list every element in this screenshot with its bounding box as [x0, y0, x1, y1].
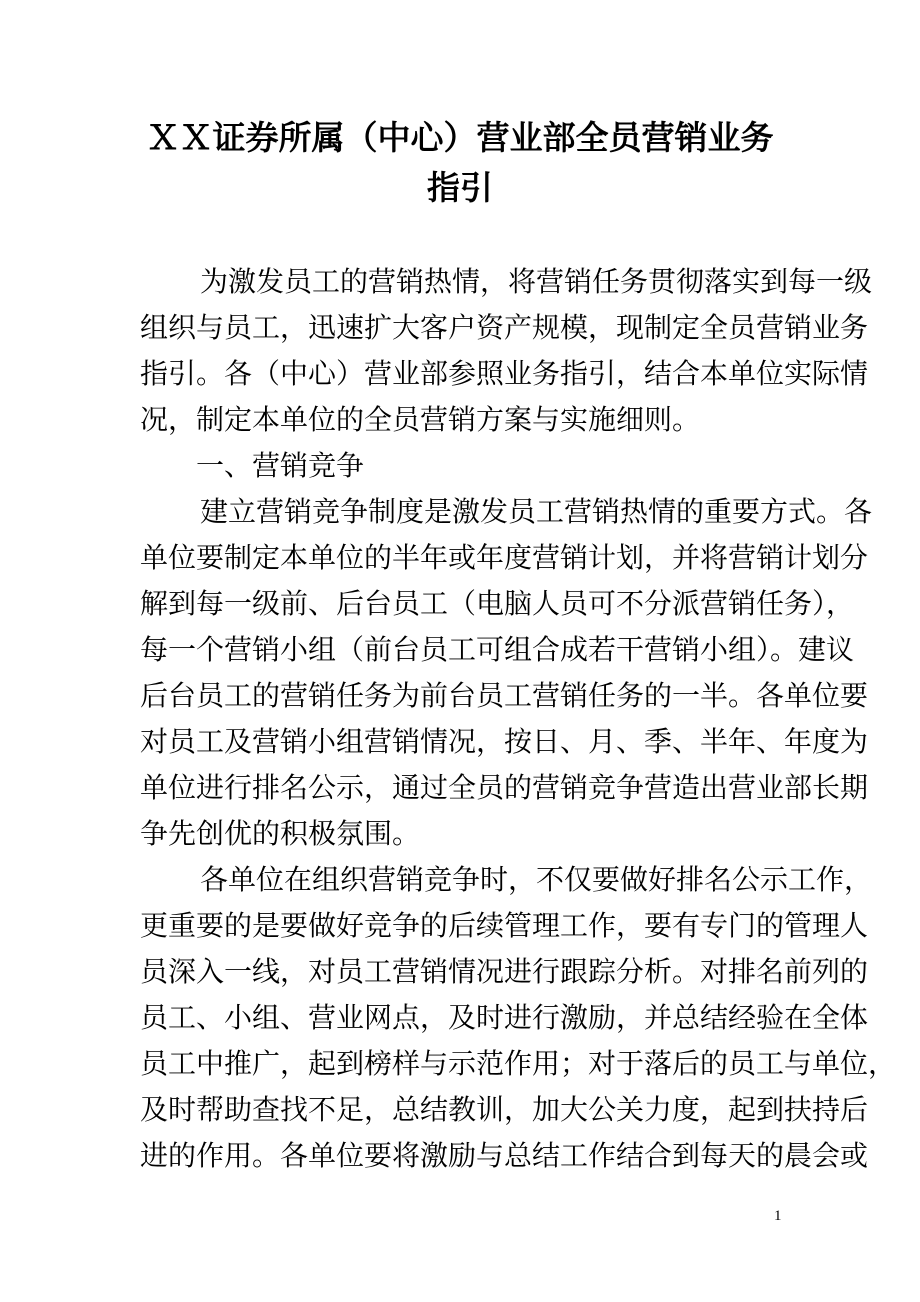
para1-line: 每一个营销小组（前台员工可组合成若干营销小组）。建议 [140, 633, 855, 666]
para1-line: 单位进行排名公示，通过全员的营销竞争营造出营业部长期 [140, 771, 869, 804]
para2-line: 员深入一线，对员工营销情况进行跟踪分析。对排名前列的 [140, 955, 869, 988]
intro-line: 为激发员工的营销热情，将营销任务贯彻落实到每一级 [200, 265, 873, 298]
document-title-line-1: ＸＸ证券所属（中心）营业部全员营销业务 [146, 118, 774, 157]
intro-line: 况，制定本单位的全员营销方案与实施细则。 [140, 403, 701, 436]
page-number: 1 [774, 1208, 782, 1224]
para2-line: 及时帮助查找不足，总结教训，加大公关力度，起到扶持后 [140, 1093, 869, 1126]
para2-line: 各单位在组织营销竞争时，不仅要做好排名公示工作， [200, 863, 873, 896]
intro-line: 指引。各（中心）营业部参照业务指引，结合本单位实际情 [140, 357, 869, 390]
para2-line: 员工、小组、营业网点，及时进行激励，并总结经验在全体 [140, 1001, 869, 1034]
section-heading: 一、营销竞争 [196, 449, 365, 482]
para1-line: 解到每一级前、后台员工（电脑人员可不分派营销任务）， [140, 587, 855, 620]
para1-line: 单位要制定本单位的半年或年度营销计划，并将营销计划分 [140, 541, 869, 574]
para1-line: 争先创优的积极氛围。 [140, 817, 421, 850]
document-body [140, 259, 897, 1179]
document-title-line-2: 指引 [427, 168, 493, 207]
para1-line: 建立营销竞争制度是激发员工营销热情的重要方式。各 [200, 495, 873, 528]
para1-line: 对员工及营销小组营销情况，按日、月、季、半年、年度为 [140, 725, 869, 758]
para2-line: 进的作用。各单位要将激励与总结工作结合到每天的晨会或 [140, 1139, 869, 1172]
para2-line: 更重要的是要做好竞争的后续管理工作，要有专门的管理人 [140, 909, 869, 942]
para1-line: 后台员工的营销任务为前台员工营销任务的一半。各单位要 [140, 679, 869, 712]
para2-line: 员工中推广，起到榜样与示范作用；对于落后的员工与单位， [140, 1047, 897, 1080]
intro-line: 组织与员工，迅速扩大客户资产规模，现制定全员营销业务 [140, 311, 869, 344]
